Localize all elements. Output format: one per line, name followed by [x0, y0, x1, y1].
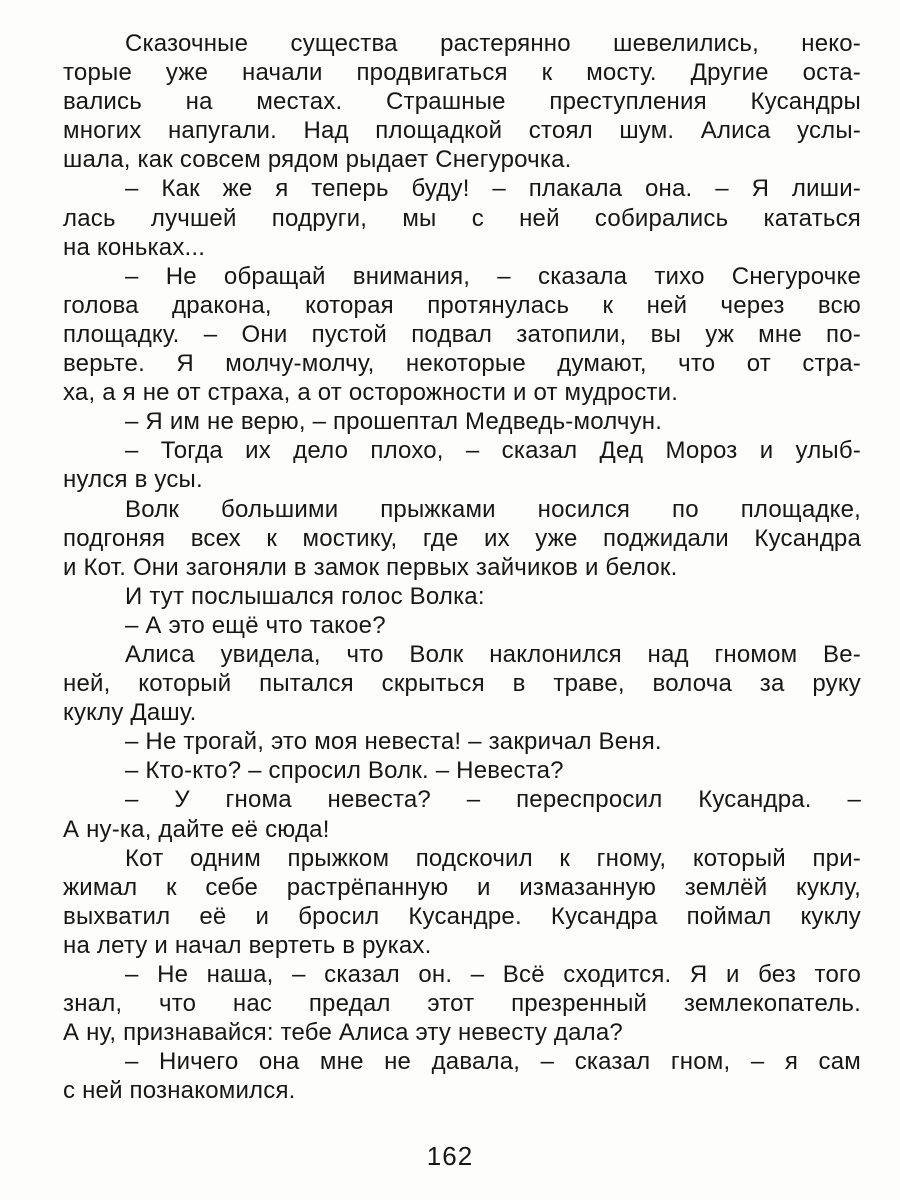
text-line: – Кто-кто? – спросил Волк. – Невеста? [125, 757, 564, 785]
text-line: с ней познакомился. [63, 1077, 296, 1105]
text-line: куклу Дашу. [63, 699, 197, 727]
text-line: жимал к себе растрёпанную и измазанную землёй куклу, [63, 873, 861, 901]
text-line: И тут послышался голос Волка: [125, 582, 485, 610]
text-line: шала, как совсем рядом рыдает Снегурочка. [63, 146, 572, 174]
text-line: площадку. – Они пустой подвал затопили, вы уж мне по- [63, 320, 861, 348]
text-line: знал, что нас предал этот презренный землекопатель. [63, 990, 861, 1018]
text-line: – Я им не верю, – прошептал Медведь-молчун. [125, 408, 663, 436]
text-line: выхватил её и бросил Кусандре. Кусандра поймал куклу [63, 902, 861, 930]
text-line: – Тогда их дело плохо, – сказал Дед Мороз и улыб- [125, 437, 861, 465]
text-line: лась лучшей подруги, мы с ней собирались кататься [63, 204, 861, 232]
text-line: – Как же я теперь буду! – плакала она. – Я лиши- [125, 175, 861, 203]
text-line: Волк большими прыжками носился по площадке, [125, 495, 861, 523]
text-line: – А это ещё что такое? [125, 611, 386, 639]
text-line: ней, который пытался скрыться в траве, волоча за руку [63, 670, 861, 698]
text-line: Алиса увидела, что Волк наклонился над гномом Ве- [125, 640, 861, 668]
text-line: голова дракона, которая протянулась к ней через всю [63, 291, 861, 319]
text-line: подгоняя всех к мостику, где их уже поджидали Кусандра [63, 524, 861, 552]
text-line: – У гнома невеста? – переспросил Кусандра. – [125, 786, 861, 814]
page-text [63, 29, 861, 1105]
text-line: Кот одним прыжком подскочил к гному, который при- [125, 844, 861, 872]
text-line: торые уже начали продвигаться к мосту. Другие оста- [63, 59, 861, 87]
text-line: А ну-ка, дайте её сюда! [63, 815, 330, 843]
text-line: – Не наша, – сказал он. – Всё сходится. Я и без того [125, 961, 861, 988]
text-line: на лету и начал вертеть в руках. [63, 931, 432, 959]
text-line: Сказочные существа растерянно шевелились, неко- [125, 30, 861, 57]
text-line: – Не трогай, это моя невеста! – закричал Веня. [125, 728, 662, 756]
text-line: ха, а я не от страха, а от осторожности и от мудрости. [63, 379, 679, 407]
text-line: и Кот. Они загоняли в замок первых зайчиков и белок. [63, 553, 678, 581]
text-line: – Ничего она мне не давала, – сказал гном, – я сам [125, 1048, 861, 1076]
text-line: – Не обращай внимания, – сказала тихо Снегурочке [125, 262, 861, 290]
text-line: нулся в усы. [63, 466, 203, 494]
text-line: многих напугали. Над площадкой стоял шум. Алиса услы- [63, 117, 861, 145]
page-number: 162 [426, 1141, 474, 1171]
text-line: верьте. Я молчу-молчу, некоторые думают, что от стра- [63, 350, 861, 378]
text-line: А ну, признавайся: тебе Алиса эту невесту дала? [63, 1019, 623, 1047]
text-line: на коньках... [63, 233, 206, 261]
text-line: вались на местах. Страшные преступления Кусандры [63, 88, 861, 116]
